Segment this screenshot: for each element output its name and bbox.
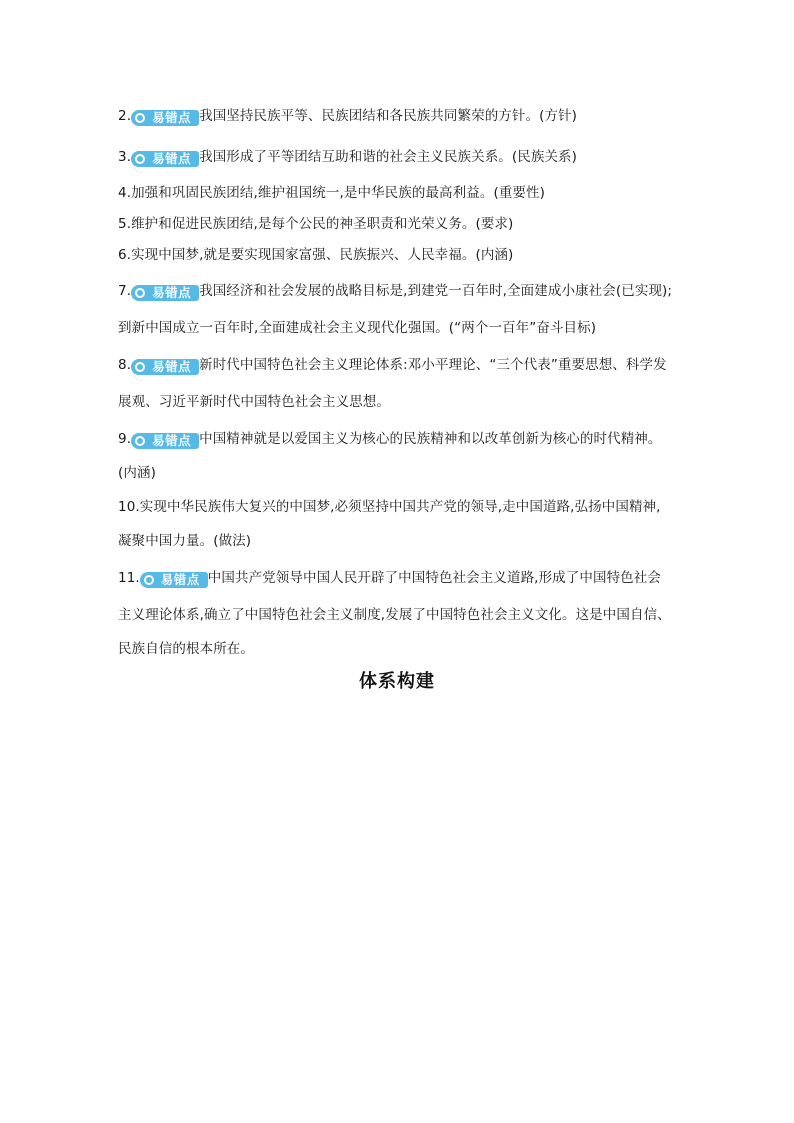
list-item <box>118 214 684 234</box>
section-title: 体系构建 <box>359 671 435 692</box>
item-text: 展观、习近平新时代中国特色社会主义思想。 <box>118 394 390 410</box>
item-text: 我国坚持民族平等、民族团结和各民族共同繁荣的方针。(方针) <box>199 108 578 124</box>
item-text: 我国形成了平等团结互助和谐的社会主义民族关系。(民族关系) <box>199 149 578 165</box>
item-text: (内涵) <box>118 465 156 481</box>
error-prone-tag: 易错点 <box>131 285 199 301</box>
item-text: 4.加强和巩固民族团结,维护祖国统一,是中华民族的最高利益。(重要性) <box>118 185 545 201</box>
lightbulb-icon <box>142 573 156 587</box>
list-item: 7. 易错点 我国经济和社会发展的战略目标是,到建党一百年时,全面建成小康社会(已实现); 到新中国成立一百年时,全面建成社会主义现代化强国。(“两个一百年”奋斗目标) <box>118 281 684 338</box>
list-item: 9. 易错点 中国精神就是以爱国主义为核心的民族精神和以改革创新为核心的时代精神。 (内涵) <box>118 429 684 483</box>
item-text: 凝聚中国力量。(做法) <box>118 533 252 549</box>
item-text: 民族自信的根本所在。 <box>118 641 254 657</box>
item-text: 10.实现中华民族伟大复兴的中国梦,必须坚持中国共产党的领导,走中国道路,弘扬中国精神, <box>118 499 661 515</box>
error-prone-tag: 易错点 <box>140 572 208 588</box>
lightbulb-icon <box>133 152 147 166</box>
list-item: 2. 易错点 我国坚持民族平等、民族团结和各民族共同繁荣的方针。(方针) <box>118 108 578 125</box>
key-points-list <box>118 106 684 659</box>
item-text: 6.实现中国梦,就是要实现国家富强、民族振兴、人民幸福。(内涵) <box>118 247 514 263</box>
list-item: 8. 易错点 新时代中国特色社会主义理论体系:邓小平理论、“三个代表”重要思想、科学发 展观、习近平新时代中国特色社会主义思想。 <box>118 355 684 412</box>
list-item <box>118 183 684 203</box>
list-item <box>118 245 684 265</box>
error-prone-tag: 易错点 <box>131 151 199 167</box>
lightbulb-icon <box>133 111 147 125</box>
list-item: 11. 易错点 中国共产党领导中国人民开辟了中国特色社会主义道路,形成了中国特色社会 主义理论体系,确立了中国特色社会主义制度,发展了中国特色社会主义文化。这是中国自信、 民族自信的根本所在。 <box>118 568 684 659</box>
list-item: 3. 易错点 我国形成了平等团结互助和谐的社会主义民族关系。(民族关系) <box>118 149 578 166</box>
item-text: 主义理论体系,确立了中国特色社会主义制度,发展了中国特色社会主义文化。这是中国自信、 <box>118 607 671 623</box>
error-prone-tag: 易错点 <box>131 110 199 126</box>
list-item <box>118 497 684 551</box>
item-text: 我国经济和社会发展的战略目标是,到建党一百年时,全面建成小康社会(已实现); <box>199 283 673 299</box>
lightbulb-icon <box>133 434 147 448</box>
item-text: 新时代中国特色社会主义理论体系:邓小平理论、“三个代表”重要思想、科学发 <box>199 357 667 373</box>
item-text: 中国共产党领导中国人民开辟了中国特色社会主义道路,形成了中国特色社会 <box>207 570 661 586</box>
error-prone-tag: 易错点 <box>131 359 199 375</box>
item-text: 到新中国成立一百年时,全面建成社会主义现代化强国。(“两个一百年”奋斗目标) <box>118 320 597 336</box>
error-prone-tag: 易错点 <box>131 433 199 449</box>
item-text: 中国精神就是以爱国主义为核心的民族精神和以改革创新为核心的时代精神。 <box>199 431 662 447</box>
item-text: 5.维护和促进民族团结,是每个公民的神圣职责和光荣义务。(要求) <box>118 216 514 232</box>
lightbulb-icon <box>133 286 147 300</box>
lightbulb-icon <box>133 360 147 374</box>
